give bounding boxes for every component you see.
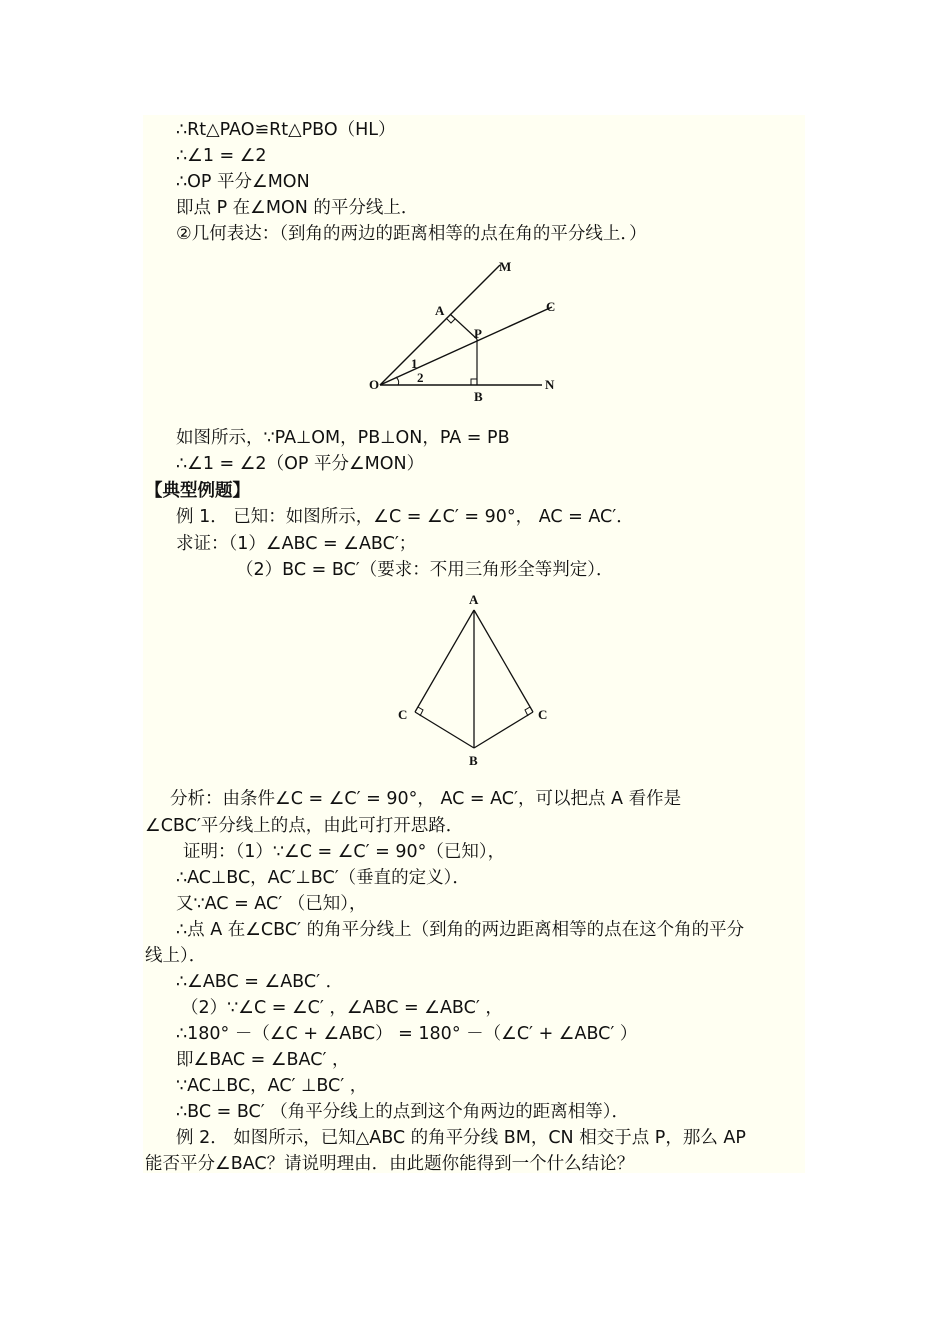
- label-o: O: [369, 377, 380, 392]
- segment-bc-right: [474, 712, 533, 748]
- text-line-6: 如图所示，∵PA⊥OM，PB⊥ON，PA = PB: [176, 428, 510, 448]
- label-b: B: [469, 753, 478, 768]
- text-line-11: （2）BC = BC′（要求：不用三角形全等判定）．: [236, 560, 614, 580]
- segment-ac-left: [415, 610, 474, 712]
- ray-oc: [380, 307, 552, 385]
- proof-line-2: ∴AC⊥BC，AC′⊥BC′（垂直的定义）．: [176, 868, 470, 888]
- text-line-10: 求证：（1）∠ABC = ∠ABC′；: [176, 534, 417, 554]
- proof-line-7: （2）∵∠C = ∠C′ ，∠ABC = ∠ABC′ ，: [181, 998, 503, 1018]
- section-heading: 【典型例题】: [145, 481, 250, 501]
- label-n: N: [545, 377, 555, 392]
- text-line-3: ∴OP 平分∠MON: [176, 172, 310, 192]
- angle-bisector-figure: [360, 255, 600, 420]
- text-line-2: ∴∠1 = ∠2: [176, 146, 267, 166]
- label-c-right: C: [538, 707, 548, 722]
- label-a: A: [435, 303, 445, 318]
- right-angle-mark-b: [471, 379, 477, 385]
- proof-line-1: 证明：（1）∵∠C = ∠C′ = 90°（已知），: [183, 842, 506, 862]
- example-1-title: 例 1． 已知：如图所示，∠C = ∠C′ = 90°， AC = AC′．: [176, 507, 634, 527]
- label-c: C: [546, 299, 556, 314]
- proof-line-5: 线上）．: [145, 946, 207, 966]
- label-p: P: [474, 326, 482, 341]
- ray-om: [380, 265, 500, 385]
- label-2: 2: [417, 370, 424, 385]
- label-c-left: C: [398, 707, 408, 722]
- segment-pa: [450, 314, 477, 339]
- label-m: M: [499, 259, 512, 274]
- proof-line-4: ∴点 A 在∠CBC′ 的角平分线上（到角的两边距离相等的点在这个角的平分: [176, 920, 745, 940]
- proof-line-9: 即∠BAC = ∠BAC′ ，: [176, 1050, 350, 1070]
- proof-line-11: ∴BC = BC′ （角平分线上的点到这个角两边的距离相等）．: [176, 1102, 630, 1122]
- label-a: A: [469, 592, 479, 607]
- text-line-5: ②几何表达：（到角的两边的距离相等的点在角的平分线上．）: [176, 224, 647, 244]
- right-angle-mark-a: [446, 318, 455, 323]
- kite-figure: [390, 588, 560, 773]
- proof-line-8: ∴180° －（∠C + ∠ABC） = 180° －（∠C′ + ∠ABC′ ）: [176, 1024, 638, 1044]
- example-2-line-1: 例 2． 如图所示，已知△ABC 的角平分线 BM，CN 相交于点 P，那么 AP: [176, 1128, 746, 1148]
- segment-ac-right: [474, 610, 533, 712]
- text-line-4: 即点 P 在∠MON 的平分线上．: [176, 198, 419, 218]
- proof-line-6: ∴∠ABC = ∠ABC′ ．: [176, 972, 344, 992]
- text-line-1: ∴Rt△PAO≌Rt△PBO（HL）: [176, 120, 396, 140]
- label-1: 1: [411, 356, 418, 371]
- segment-bc-left: [415, 712, 474, 748]
- proof-line-3: 又∵AC = AC′ （已知），: [176, 894, 367, 914]
- analysis-line-2: ∠CBC′平分线上的点，由此可打开思路．: [145, 816, 464, 836]
- example-2-line-2: 能否平分∠BAC？请说明理由．由此题你能得到一个什么结论？: [145, 1154, 635, 1174]
- text-line-7: ∴∠1 = ∠2（OP 平分∠MON）: [176, 454, 425, 474]
- label-b: B: [474, 389, 483, 404]
- proof-line-10: ∵AC⊥BC，AC′ ⊥BC′ ，: [176, 1076, 368, 1096]
- analysis-line-1: 分析：由条件∠C = ∠C′ = 90°， AC = AC′，可以把点 A 看作是: [170, 789, 682, 809]
